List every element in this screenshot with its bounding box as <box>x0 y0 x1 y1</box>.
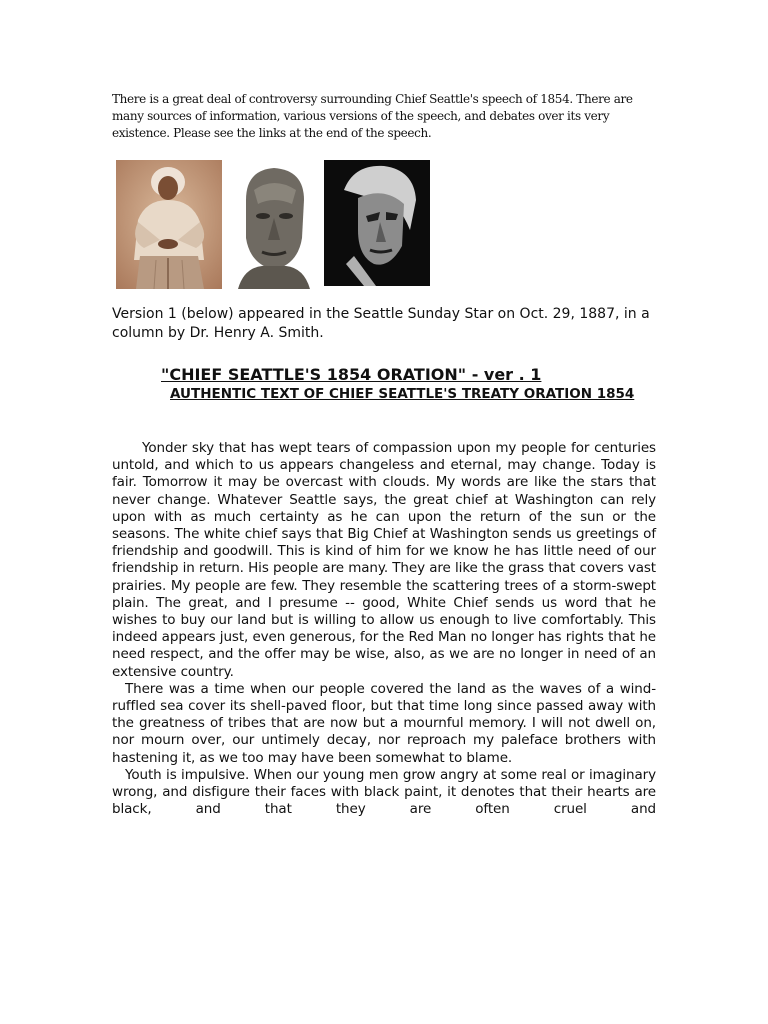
dark-portrait-photo <box>324 160 430 286</box>
speech-paragraph: Youth is impulsive. When our young men grow angry at some real or imaginary wrong, and disfigure their faces with black paint, it denotes that their hearts are black, and that they are often cruel and <box>112 766 656 818</box>
intro-note: There is a great deal of controversy surrounding Chief Seattle's speech of 1854. There are many sources of information, various versions of the speech, and debates over its very existence. Please see the links at the end of the speech. <box>112 92 633 140</box>
speech-paragraph: Yonder sky that has wept tears of compassion upon my people for centuries untold, and which to us appears changeless and eternal, may change. Today is fair. Tomorrow it may be overcast with clouds. My words are like the stars that never change. Whatever Seattle says, the great chief at Washington can rely upon with as much certainty as he can upon the return of the sun or the seasons. The white chief says that Big Chief at Washington sends us greetings of friendship and goodwill. This is kind of him for we know he has little need of our friendship in return. His people are many. They are like the grass that covers vast prairies. My people are few. They resemble the scattering trees of a storm-swept plain. The great, and I presume -- good, White Chief sends us word that he wishes to buy our land but is willing to allow us enough to live comfortably. This indeed appears just, even generous, for the Red Man no longer has rights that he need respect, and the offer may be wise, also, as we are no longer in need of an extensive country. <box>112 440 656 680</box>
oration-title: "CHIEF SEATTLE'S 1854 ORATION" - ver . 1 <box>161 365 542 384</box>
bust-sculpture-photo <box>228 160 320 289</box>
seated-portrait-photo <box>116 160 222 289</box>
version-note: Version 1 (below) appeared in the Seattle Sunday Star on Oct. 29, 1887, in a column by Dr. Henry A. Smith. <box>112 306 650 341</box>
speech-paragraph: There was a time when our people covered the land as the waves of a wind-ruffled sea cover its shell-paved floor, but that time long since passed away with the greatness of tribes that are now but a mournful memory. I will not dwell on, nor mourn over, our untimely decay, nor reproach my paleface brothers with hastening it, as we too may have been somewhat to blame. <box>112 680 656 766</box>
speech-body <box>112 440 656 818</box>
oration-subtitle: AUTHENTIC TEXT OF CHIEF SEATTLE'S TREATY ORATION 1854 <box>170 386 635 402</box>
portrait-strip <box>116 160 430 289</box>
